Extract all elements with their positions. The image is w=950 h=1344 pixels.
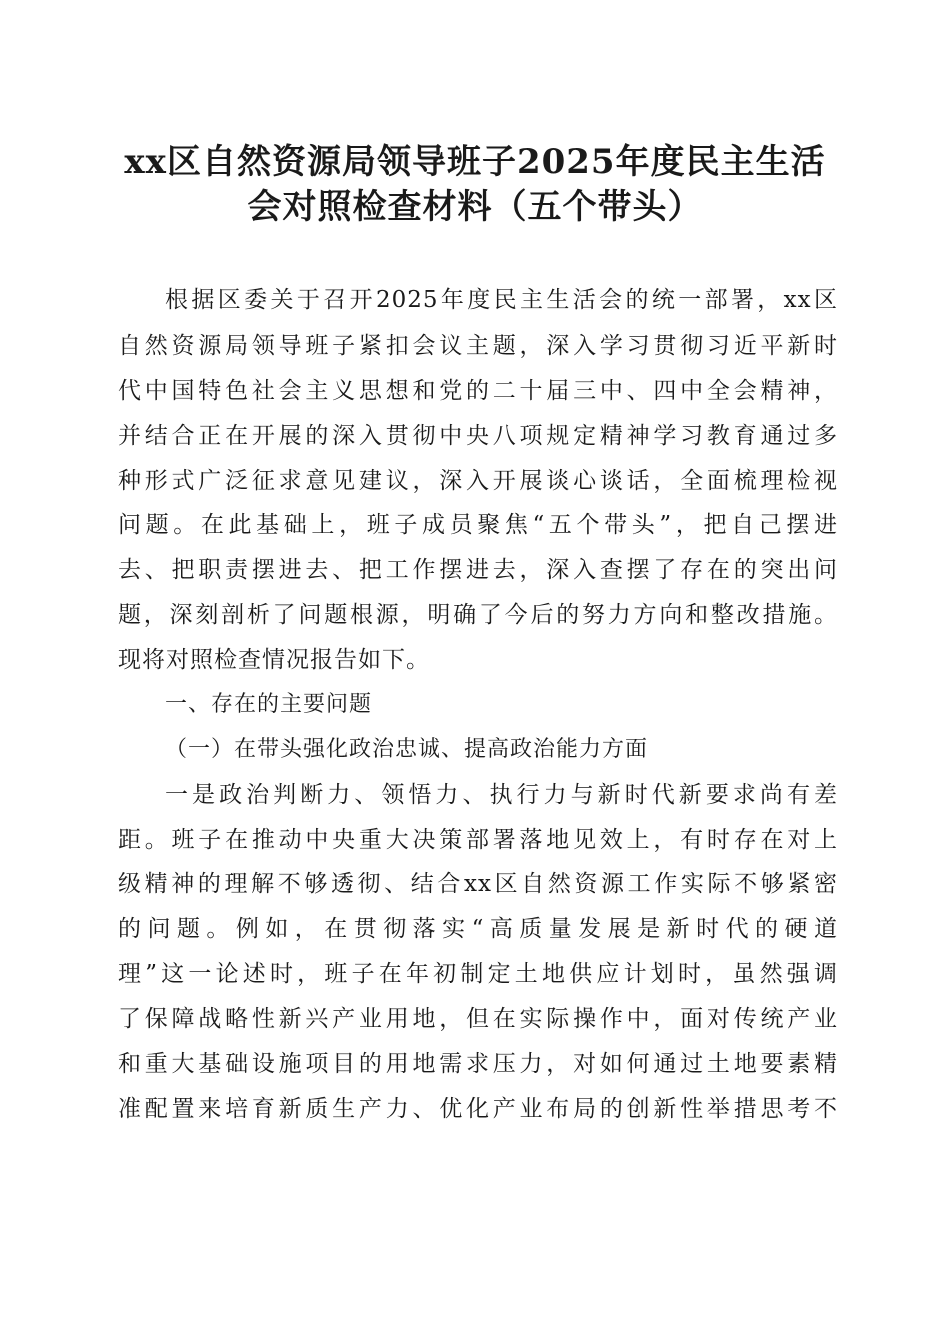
body-paragraph-line: 的问题。例如，在贯彻落实“高质量发展是新时代的硬道 (118, 916, 838, 942)
intro-paragraph-line: 题，深刻剖析了问题根源，明确了今后的努力方向和整改措施。 (118, 602, 838, 628)
intro-paragraph-line: 代中国特色社会主义思想和党的二十届三中、四中全会精神， (118, 378, 838, 404)
intro-paragraph-line: 种形式广泛征求意见建议，深入开展谈心谈话，全面梳理检视 (118, 468, 838, 494)
intro-paragraph-line: 并结合正在开展的深入贯彻中央八项规定精神学习教育通过多 (118, 423, 838, 449)
intro-paragraph-line: 问题。在此基础上，班子成员聚焦“五个带头”，把自己摆进 (118, 512, 838, 538)
body-paragraph-line: 距。班子在推动中央重大决策部署落地见效上，有时存在对上 (118, 827, 838, 853)
body-paragraph-line: 理”这一论述时，班子在年初制定土地供应计划时，虽然强调 (118, 961, 838, 987)
body-paragraph-line: 级精神的理解不够透彻、结合xx区自然资源工作实际不够紧密 (118, 871, 838, 897)
document-title-line-2: 会对照检查材料（五个带头） (247, 187, 703, 227)
subsection-heading: （一）在带头强化政治忠诚、提高政治能力方面 (165, 737, 649, 762)
intro-paragraph-line: 去、把职责摆进去、把工作摆进去，深入查摆了存在的突出问 (118, 557, 838, 583)
body-paragraph-line: 准配置来培育新质生产力、优化产业布局的创新性举措思考不 (118, 1096, 838, 1122)
intro-paragraph-line: 自然资源局领导班子紧扣会议主题，深入学习贯彻习近平新时 (118, 333, 838, 359)
body-paragraph-line: 和重大基础设施项目的用地需求压力，对如何通过土地要素精 (118, 1051, 838, 1077)
body-paragraph-line: 一是政治判断力、领悟力、执行力与新时代新要求尚有差 (165, 782, 838, 808)
section-heading: 一、存在的主要问题 (165, 692, 373, 717)
body-paragraph-line: 了保障战略性新兴产业用地，但在实际操作中，面对传统产业 (118, 1006, 838, 1032)
document-title-line-1: xx区自然资源局领导班子2025年度民主生活 (124, 142, 826, 182)
intro-paragraph-line: 根据区委关于召开2025年度民主生活会的统一部署，xx区 (165, 287, 838, 313)
intro-paragraph-line: 现将对照检查情况报告如下。 (118, 647, 430, 673)
